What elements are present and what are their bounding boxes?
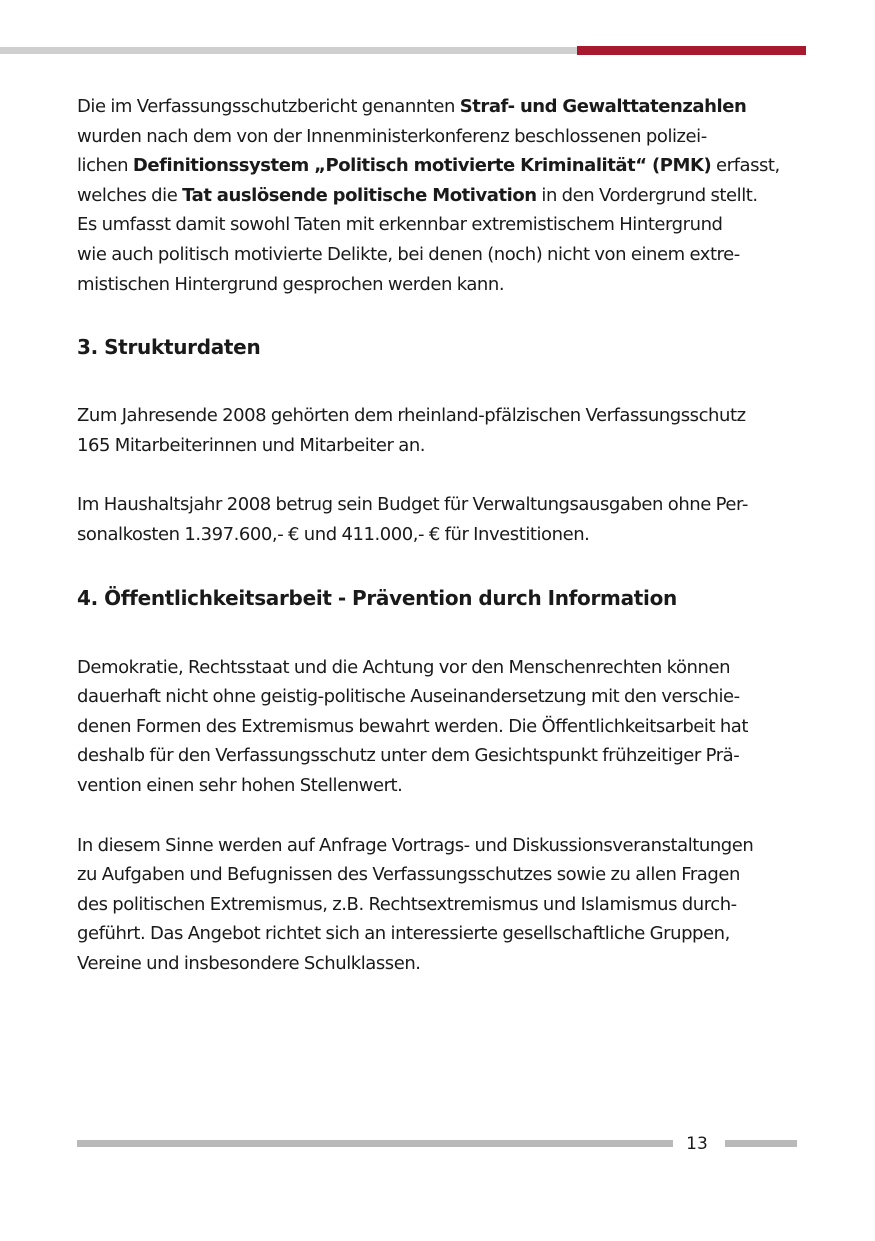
intro-line: mistischen Hintergrund gesprochen werden kann.	[77, 273, 505, 295]
section-heading-strukturdaten: 3. Strukturdaten	[77, 335, 261, 360]
intro-line: lichen Definitionssystem „Politisch motivierte Kriminalität“ (PMK) erfasst,	[77, 155, 780, 177]
text-line: Im Haushaltsjahr 2008 betrug sein Budget für Verwaltungsausgaben ohne Per-	[77, 494, 748, 516]
emphasis: Definitionssystem „Politisch motivierte Kriminalität“ (PMK)	[132, 155, 712, 177]
intro-paragraph	[77, 92, 805, 299]
oeffentlichkeitsarbeit-paragraph-2	[77, 831, 805, 979]
intro-line: wurden nach dem von der Innenministerkonferenz beschlossenen polizei-	[77, 125, 707, 147]
header-rule-red	[577, 46, 806, 55]
emphasis: Tat auslösende politische Motivation	[182, 184, 537, 206]
strukturdaten-paragraph-budget	[77, 490, 805, 549]
intro-line: Es umfasst damit sowohl Taten mit erkennbar extremistischem Hintergrund	[77, 214, 723, 236]
text-line: Demokratie, Rechtsstaat und die Achtung vor den Menschenrechten können	[77, 656, 731, 678]
text-line: sonalkosten 1.397.600,- € und 411.000,- € für Investitionen.	[77, 523, 590, 545]
text-line: zu Aufgaben und Befugnissen des Verfassungsschutzes sowie zu allen Fragen	[77, 864, 740, 886]
text-line: des politischen Extremismus, z.B. Rechtsextremismus und Islamismus durch-	[77, 893, 737, 915]
text-line: denen Formen des Extremismus bewahrt werden. Die Öffentlichkeitsarbeit hat	[77, 715, 748, 737]
text-line: deshalb für den Verfassungsschutz unter dem Gesichtspunkt frühzeitiger Prä-	[77, 745, 740, 767]
section-heading-oeffentlichkeitsarbeit: 4. Öffentlichkeitsarbeit - Prävention durch Information	[77, 585, 677, 610]
footer-rule-left	[77, 1140, 673, 1147]
emphasis: Straf- und Gewalttatenzahlen	[459, 96, 747, 117]
page-body	[77, 92, 805, 978]
oeffentlichkeitsarbeit-paragraph-1	[77, 653, 805, 801]
footer-rule-right	[725, 1140, 797, 1147]
text-line: In diesem Sinne werden auf Anfrage Vortrags- und Diskussionsveranstaltungen	[77, 834, 754, 856]
intro-line: Die im Verfassungsschutzbericht genannten Straf- und Gewalttatenzahlen	[77, 96, 747, 117]
text-line: Vereine und insbesondere Schulklassen.	[77, 952, 421, 974]
text-line: geführt. Das Angebot richtet sich an interessierte gesellschaftliche Gruppen,	[77, 923, 730, 945]
intro-line: welches die Tat auslösende politische Motivation in den Vordergrund stellt.	[77, 184, 758, 206]
page-number: 13	[686, 1134, 708, 1154]
intro-line: wie auch politisch motivierte Delikte, bei denen (noch) nicht von einem extre-	[77, 243, 740, 265]
strukturdaten-paragraph-staff	[77, 401, 805, 460]
text-line: Zum Jahresende 2008 gehörten dem rheinland-pfälzischen Verfassungsschutz	[77, 405, 746, 427]
text-line: vention einen sehr hohen Stellenwert.	[77, 774, 403, 796]
text-line: dauerhaft nicht ohne geistig-politische Auseinandersetzung mit den verschie-	[77, 686, 740, 708]
text-line: 165 Mitarbeiterinnen und Mitarbeiter an.	[77, 434, 426, 456]
header-rule-gray	[0, 47, 577, 54]
